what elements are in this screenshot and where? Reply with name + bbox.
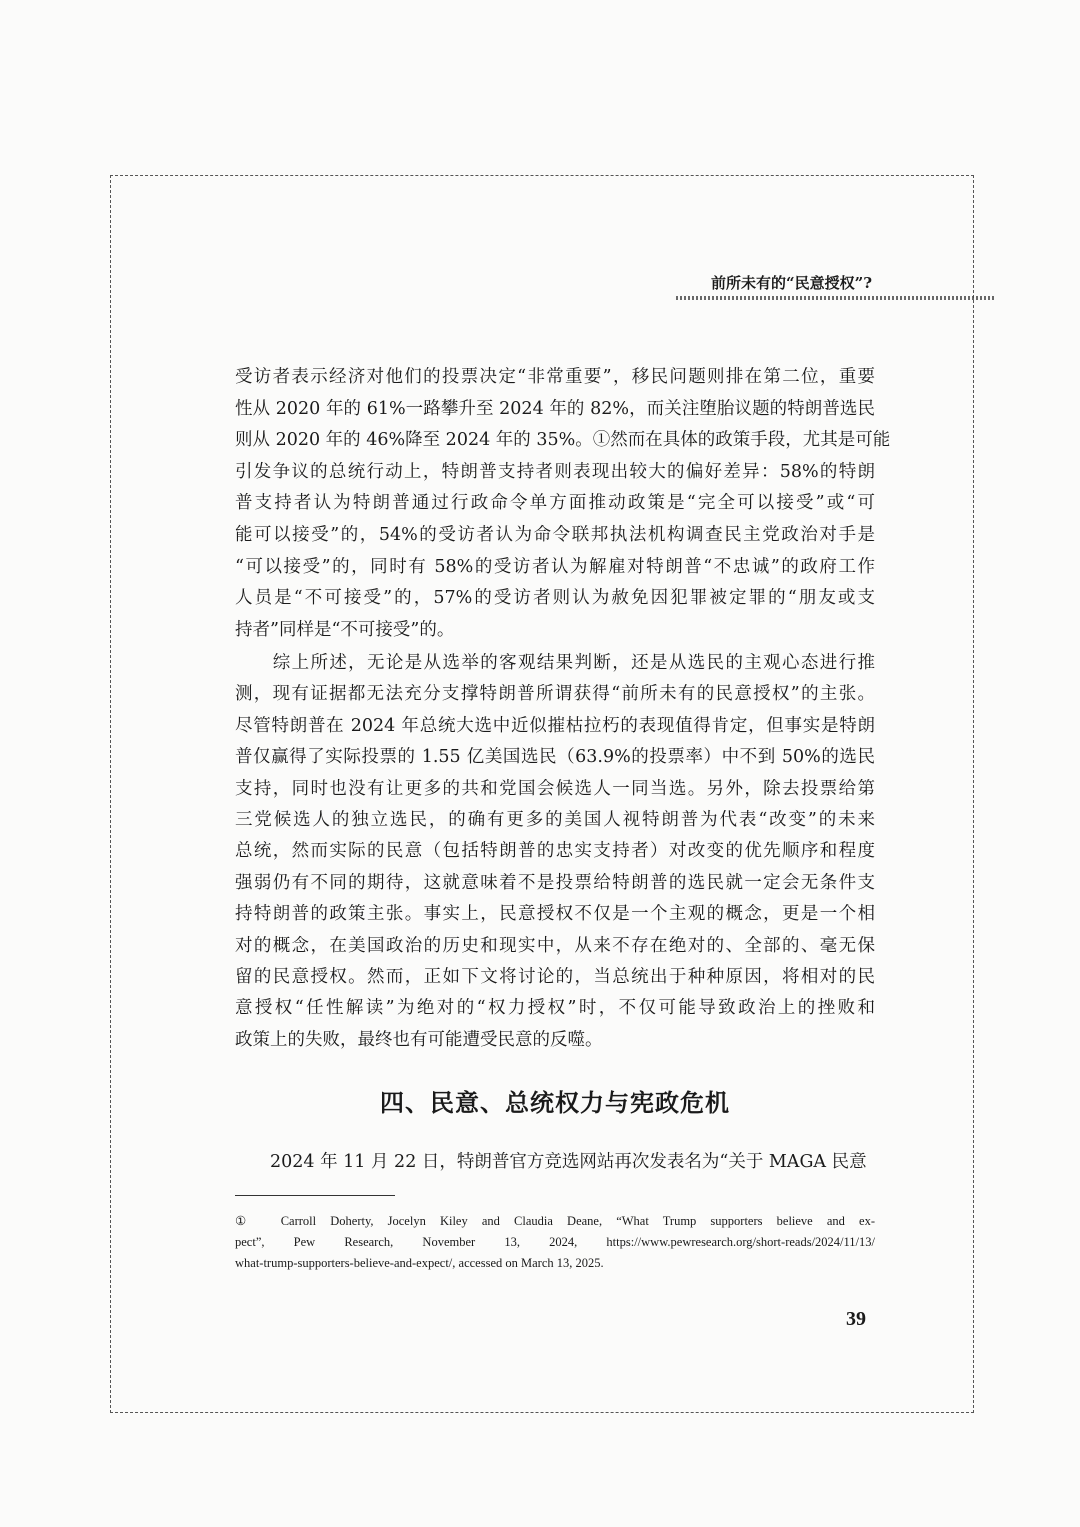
text-line: 政策上的失败，最终也有可能遭受民意的反噬。	[235, 1029, 603, 1050]
header-rule	[676, 296, 994, 300]
text-line: 普仅赢得了实际投票的 1.55 亿美国选民（63.9%的投票率）中不到 50%的选民	[235, 747, 875, 768]
paragraph-1	[235, 362, 891, 646]
footnote-line: ① Carroll Doherty, Jocelyn Kiley and Claudia Deane, “What Trump supporters believe and ex-	[235, 1214, 875, 1228]
text-line: 能可以接受”的，54%的受访者认为命令联邦执法机构调查民主党政治对手是	[235, 524, 875, 545]
text-line: “可以接受”的，同时有 58%的受访者认为解雇对特朗普“不忠诚”的政府工作	[235, 556, 875, 577]
paragraph-3: 2024 年 11 月 22 日，特朗普官方竞选网站再次发表名为“关于 MAGA 民意	[270, 1152, 867, 1172]
text-line: 普支持者认为特朗普通过行政命令单方面推动政策是“完全可以接受”或“可	[235, 493, 875, 514]
text-line: 性从 2020 年的 61%一路攀升至 2024 年的 82%，而关注堕胎议题的特朗普选民	[235, 398, 875, 419]
text-line: 人员是“不可接受”的，57%的受访者则认为赦免因犯罪被定罪的“朋友或支	[235, 588, 875, 609]
footnote-line: pect”, Pew Research, November 13, 2024, https://www.pewresearch.org/short-reads/2024/11/13/	[235, 1235, 875, 1249]
paragraph-2	[235, 648, 875, 1056]
text-line: 持特朗普的政策主张。事实上，民意授权不仅是一个主观的概念，更是一个相	[235, 904, 875, 925]
text-line: 引发争议的总统行动上，特朗普支持者则表现出较大的偏好差异：58%的特朗	[235, 461, 875, 482]
text-line: 尽管特朗普在 2024 年总统大选中近似摧枯拉朽的表现值得肯定，但事实是特朗	[235, 715, 875, 736]
section-heading: 四、民意、总统权力与宪政危机	[380, 1088, 730, 1117]
text-line: 强弱仍有不同的期待，这就意味着不是投票给特朗普的选民就一定会无条件支	[235, 872, 875, 893]
footnote	[235, 1211, 875, 1274]
footnote-line: what-trump-supporters-believe-and-expect/, accessed on March 13, 2025.	[235, 1256, 604, 1270]
running-header: 前所未有的“民意授权”?	[710, 274, 872, 292]
text-line: 测，现有证据都无法充分支撑特朗普所谓获得“前所未有的民意授权”的主张。	[235, 684, 875, 705]
text-line: 支持，同时也没有让更多的共和党国会候选人一同当选。另外，除去投票给第	[235, 778, 875, 799]
page-number: 39	[846, 1308, 866, 1330]
text-line: 总统，然而实际的民意（包括特朗普的忠实支持者）对改变的优先顺序和程度	[235, 841, 875, 862]
text-line: 持者”同样是“不可接受”的。	[235, 619, 455, 640]
text-line: 留的民意授权。然而，正如下文将讨论的，当总统出于种种原因，将相对的民	[235, 966, 875, 987]
text-line: 三党候选人的独立选民，的确有更多的美国人视特朗普为代表“改变”的未来	[235, 809, 875, 830]
text-line: 意授权“任性解读”为绝对的“权力授权”时，不仅可能导致政治上的挫败和	[235, 998, 875, 1019]
text-line: 受访者表示经济对他们的投票决定“非常重要”，移民问题则排在第二位，重要	[235, 367, 875, 387]
text-line: 对的概念，在美国政治的历史和现实中，从来不存在绝对的、全部的、毫无保	[235, 935, 875, 956]
footnote-rule	[235, 1195, 395, 1196]
text-line: 综上所述，无论是从选举的客观结果判断，还是从选民的主观心态进行推	[235, 653, 875, 673]
text-line: 则从 2020 年的 46%降至 2024 年的 35%。①然而在具体的政策手段，尤其是可能	[235, 430, 891, 451]
